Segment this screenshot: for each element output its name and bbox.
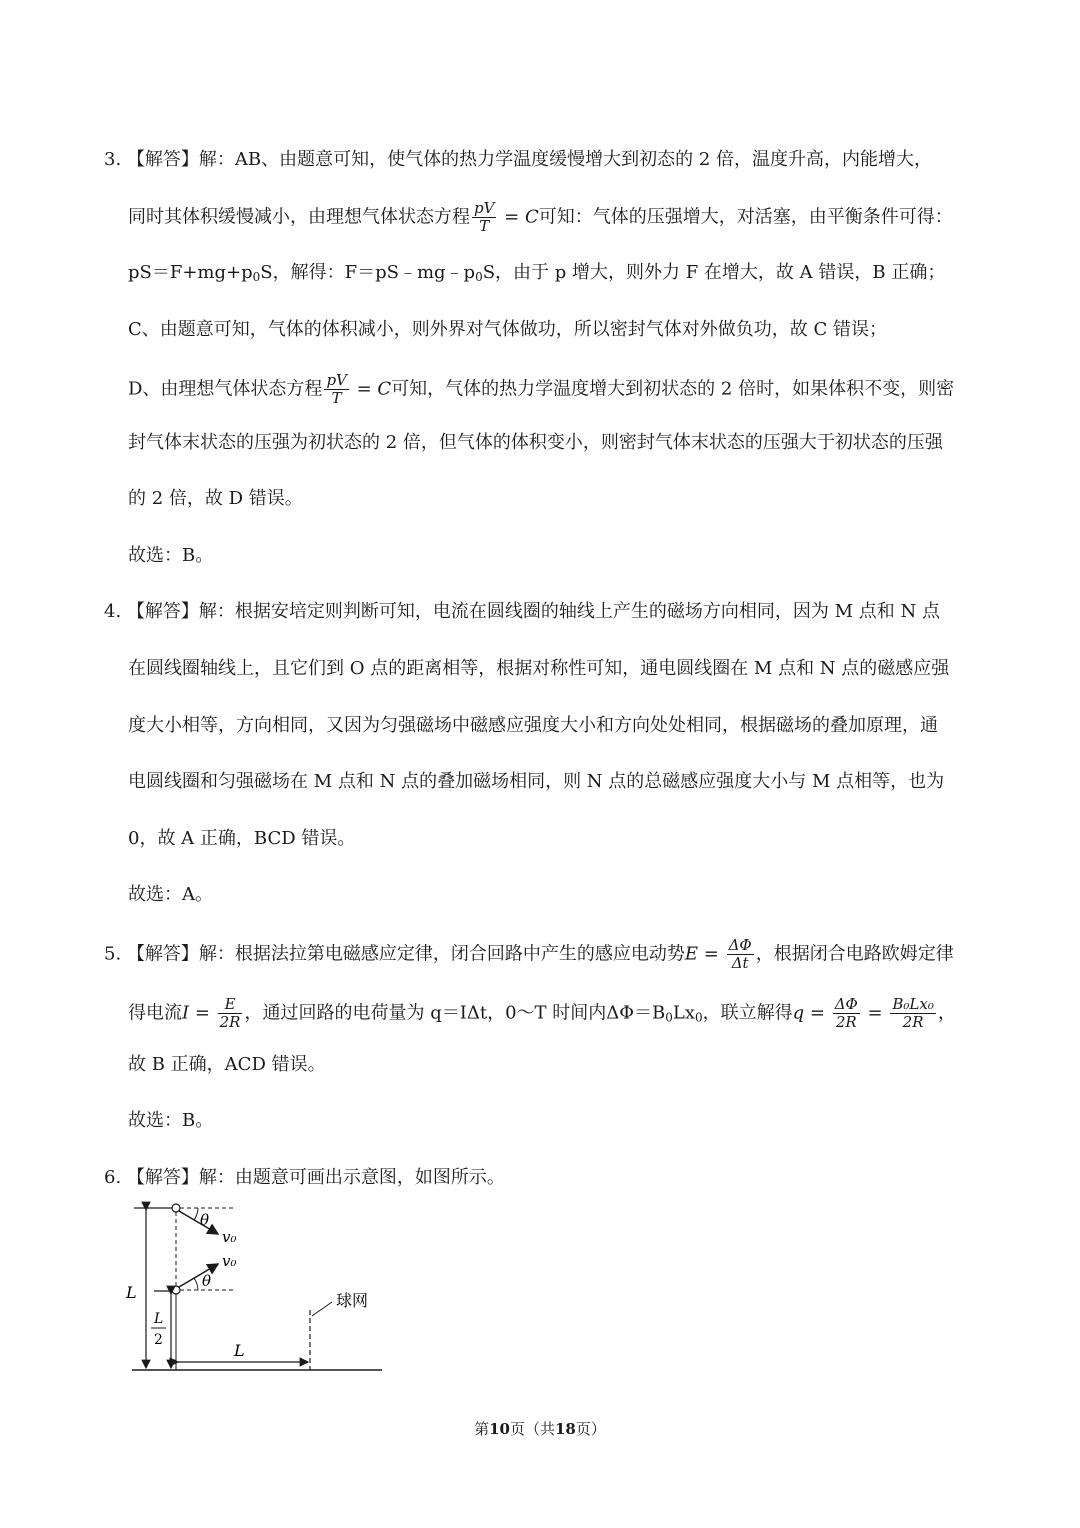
subscript-0: 0 (475, 270, 483, 284)
ideal-gas-fraction (472, 200, 496, 235)
q3-line-5a: D、由理想气体状态方程 (128, 378, 323, 400)
label-half-denominator: 2 (154, 1332, 163, 1348)
frac-numerator: B₀Lx₀ (892, 995, 934, 1013)
footer-pre: 第 (474, 1420, 490, 1438)
q4-line-5: 0，故 A 正确，BCD 错误。 (128, 828, 356, 849)
q3-line-2 (128, 200, 953, 235)
label-L-bottom: L (234, 1341, 245, 1360)
v0-label-low: v₀ (222, 1252, 237, 1270)
frac-numerator: pV (474, 199, 495, 217)
net-leader (312, 1302, 332, 1316)
q5-line-2b: ，通过回路的电荷量为 q＝IΔt，0～T 时间内ΔΦ＝B (244, 1002, 666, 1024)
velocity-arrow-top (179, 1211, 218, 1234)
current-fraction (218, 996, 243, 1031)
q5-line-2d: ，联立解得 (702, 1002, 793, 1024)
q4-line-3: 度大小相等，方向相同，又因为匀强磁场中磁感应强度大小和方向处处相同，根据磁场的叠加原理，通 (128, 715, 938, 736)
q3-line-6: 封气体末状态的压强为初状态的 2 倍，但气体的体积变小，则密封气体末状态的压强大于初状态的压强 (128, 432, 943, 453)
page-total: 18 (555, 1420, 576, 1438)
net-label: 球网 (336, 1291, 369, 1310)
q4-line-1: 4. 【解答】解：根据安培定则判断可知，电流在圆线圈的轴线上产生的磁场方向相同，因为 M 点和 N 点 (104, 601, 940, 622)
subscript-0: 0 (694, 1010, 703, 1025)
charge-fraction-2 (890, 996, 935, 1031)
frac-denominator: T (331, 389, 342, 407)
q3-line-4: C、由题意可知，气体的体积减小，则外界对气体做功，所以密封气体对外做负功，故 C 错误； (128, 319, 887, 340)
q5-line-1a: 5. 【解答】解：根据法拉第电磁感应定律，闭合回路中产生的感应电动势 (104, 943, 685, 965)
label-half-numerator: L (154, 1311, 164, 1327)
q3-line-3a: pS＝F+mg+p (128, 262, 253, 283)
page-footer (0, 1418, 1080, 1439)
frac-denominator: 2R (219, 1013, 241, 1031)
q3-choice: 故选：B。 (128, 545, 214, 566)
frac-denominator: Δt (731, 954, 749, 972)
frac-numerator: ΔΦ (834, 995, 858, 1013)
q6-line-1: 6. 【解答】解：由题意可画出示意图，如图所示。 (104, 1167, 505, 1188)
angle-arc-top (194, 1208, 198, 1220)
frac-numerator: E (218, 996, 243, 1014)
angle-arc-low (194, 1278, 198, 1290)
q3-line-3b: S，解得：F＝pS﹣mg﹣p (260, 262, 476, 283)
q5-choice: 故选：B。 (128, 1110, 214, 1131)
frac-numerator: pV (326, 371, 347, 389)
label-L-side: L (126, 1283, 137, 1302)
subscript-0: 0 (252, 270, 261, 284)
page-number: 10 (489, 1420, 510, 1438)
theta-label-low: θ (202, 1272, 212, 1290)
q4-line-2: 在圆线圈轴线上，且它们到 O 点的距离相等，根据对称性可知，通电圆线圈在 M 点和 N 点的磁感应强 (128, 658, 950, 679)
footer-post: 页） (575, 1420, 606, 1438)
q3-line-3 (128, 259, 945, 287)
projectile-diagram (118, 1198, 398, 1383)
q5-line-3: 故 B 正确，ACD 错误。 (128, 1054, 326, 1075)
frac-denominator: T (479, 217, 490, 235)
current-lhs: I = (182, 1002, 216, 1024)
charge-equals: = (861, 1002, 889, 1024)
eq-c: = C (498, 206, 539, 228)
q3-line-7: 的 2 倍，故 D 错误。 (128, 488, 303, 509)
ideal-gas-fraction (324, 372, 348, 407)
theta-label-top: θ (200, 1211, 210, 1229)
q3-line-2a: 同时其体积缓慢减小，由理想气体状态方程 (128, 206, 470, 228)
frac-numerator: ΔΦ (728, 936, 752, 954)
frac-denominator: 2R (902, 1013, 924, 1031)
v0-label-top: v₀ (222, 1228, 237, 1246)
emf-lhs: E = (684, 943, 725, 965)
ball-top (172, 1204, 180, 1212)
subscript-0: 0 (665, 1010, 673, 1025)
q3-line-1: 3. 【解答】解：AB、由题意可知，使气体的热力学温度缓慢增大到初态的 2 倍，温度升高，内能增大， (104, 149, 933, 170)
ball-low (172, 1286, 180, 1294)
q5-line-2c: Lx (672, 1002, 695, 1024)
charge-fraction-1 (833, 996, 860, 1031)
emf-fraction (727, 937, 754, 972)
q3-line-5 (128, 372, 954, 407)
q5-line-1b: ，根据闭合电路欧姆定律 (755, 943, 954, 965)
q3-line-2b: 可知：气体的压强增大，对活塞，由平衡条件可得： (538, 206, 953, 228)
q5-line-2a: 得电流 (128, 1002, 182, 1024)
q3-line-3c: S，由于 p 增大，则外力 F 在增大，故 A 错误，B 正确； (482, 262, 946, 283)
q5-line-1 (104, 937, 954, 972)
q4-line-4: 电圆线圈和匀强磁场在 M 点和 N 点的叠加磁场相同，则 N 点的总磁感应强度大小与 M 点相等，也为 (128, 771, 945, 792)
eq-c: = C (350, 378, 392, 400)
footer-mid: 页（共 (509, 1420, 555, 1438)
charge-lhs: q = (792, 1002, 831, 1024)
q5-line-2 (128, 996, 956, 1031)
q5-line-2e: ， (937, 1002, 956, 1024)
q3-line-5b: 可知，气体的热力学温度增大到初状态的 2 倍时，如果体积不变，则密 (391, 378, 955, 400)
q4-choice: 故选：A。 (128, 884, 213, 905)
frac-denominator: 2R (835, 1013, 857, 1031)
velocity-arrow-low (179, 1264, 218, 1287)
